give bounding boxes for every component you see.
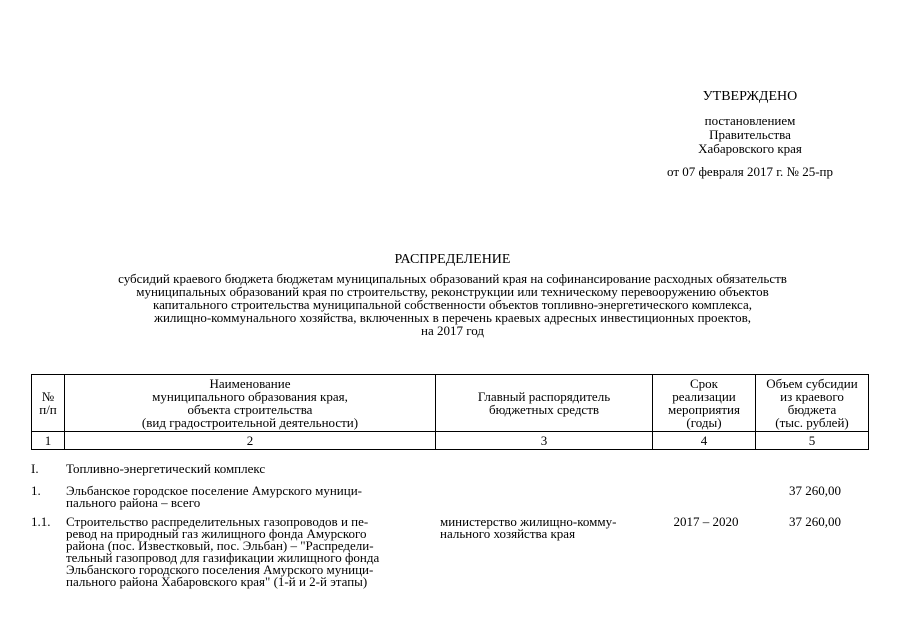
table-header xyxy=(31,374,869,450)
heading-line-4: жилищно-коммунального хозяйства, включенных в перечень краевых адресных инвестиционных проектов, xyxy=(153,310,752,325)
approval-date: от 07 февраля 2017 г. № 25-пр xyxy=(667,164,833,179)
column-number-3: 3 xyxy=(436,432,653,450)
heading-line-3: капитального строительства муниципальной собственности объектов топливно-энергетического комплекса, xyxy=(152,297,753,312)
document-heading xyxy=(40,253,865,337)
approval-line-2: Правительства xyxy=(709,127,791,142)
heading-line-1: субсидий краевого бюджета бюджетам муниципальных образований края на софинансирование расходных обязательств xyxy=(118,271,787,286)
row-volume: 37 260,00 xyxy=(789,483,841,498)
header-term: Срок реализации мероприятия (годы) xyxy=(653,375,756,432)
approval-stamp xyxy=(640,90,860,179)
row-distributor: министерство жилищно-комму- нального хозяйства края xyxy=(440,514,617,541)
column-number-5: 5 xyxy=(756,432,869,450)
approved-label: УТВЕРЖДЕНО xyxy=(702,89,798,104)
row-name: Топливно-энергетический комплекс xyxy=(66,461,266,476)
row-name: Эльбанское городское поселение Амурского муници- пального района – всего xyxy=(66,483,362,510)
row-term: 2017 – 2020 xyxy=(673,514,739,529)
row-number: I. xyxy=(31,461,39,476)
row-volume: 37 260,00 xyxy=(789,514,841,529)
approval-line-3: Хабаровского края xyxy=(698,141,802,156)
approval-line-1: постановлением xyxy=(704,113,796,128)
document-title: РАСПРЕДЕЛЕНИЕ xyxy=(394,252,511,267)
header-name: Наименование муниципального образования края, объекта строительства (вид градостроительной деятельности) xyxy=(65,375,436,432)
header-volume: Объем субсидии из краевого бюджета (тыс. рублей) xyxy=(756,375,869,432)
row-number: 1.1. xyxy=(31,514,51,529)
row-name: Строительство распределительных газопроводов и пе- ревод на природный газ жилищного фонда Амурского района (пос. Известковый, пос. Эльбан) – "Распредели- тельный газопровод для газификации жилищного фонда Эльбанского городского поселения Амурского муници- пального района Хабаровского края" (1-й и 2-й этапы) xyxy=(66,514,380,589)
heading-line-2: муниципальных образований края по строительству, реконструкции или техническому перевооружению объектов xyxy=(136,284,769,299)
row-number: 1. xyxy=(31,483,41,498)
column-number-1: 1 xyxy=(32,432,65,450)
heading-line-5: на 2017 год xyxy=(421,323,484,338)
header-num: № п/п xyxy=(32,375,65,432)
header-distributor: Главный распорядитель бюджетных средств xyxy=(436,375,653,432)
column-number-2: 2 xyxy=(65,432,436,450)
column-number-4: 4 xyxy=(653,432,756,450)
